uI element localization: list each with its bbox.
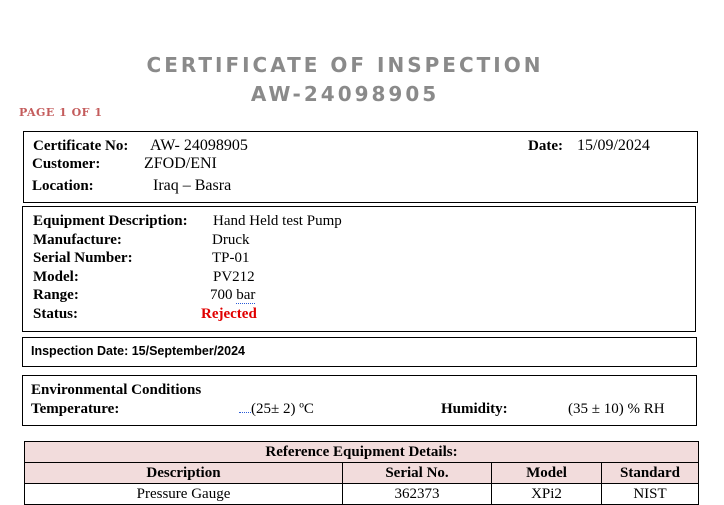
serial-number-label: Serial Number: — [33, 250, 133, 266]
manufacture-label: Manufacture: — [33, 232, 122, 248]
range-label: Range: — [33, 287, 79, 303]
environment-box — [22, 375, 697, 426]
column-header-description: Description — [25, 463, 343, 484]
serial-number-value: TP-01 — [212, 250, 250, 266]
model-value: PV212 — [213, 269, 255, 285]
cert-no-label: Certificate No: — [33, 138, 129, 154]
status-label: Status: — [33, 306, 79, 322]
temperature-label: Temperature: — [31, 401, 120, 417]
cell-description: Pressure Gauge — [25, 484, 343, 505]
humidity-label: Humidity: — [441, 401, 508, 417]
reference-table-header-row — [25, 463, 699, 484]
environment-heading: Environmental Conditions — [31, 382, 202, 398]
cert-no-value: AW- 24098905 — [150, 137, 248, 154]
customer-value: ZFOD/ENI — [144, 155, 217, 172]
temperature-text: (25± 2) ºC — [251, 401, 314, 417]
manufacture-value: Druck — [212, 232, 250, 248]
column-header-serial: Serial No. — [343, 463, 492, 484]
model-label: Model: — [33, 269, 79, 285]
table-row — [25, 484, 699, 505]
date-label: Date: — [528, 138, 563, 154]
location-label: Location: — [32, 178, 94, 194]
status-value: Rejected — [201, 306, 257, 322]
range-value — [210, 287, 255, 304]
cell-model: XPi2 — [492, 484, 602, 505]
cell-standard: NIST — [602, 484, 699, 505]
equipment-description-label: Equipment Description: — [33, 213, 188, 229]
humidity-value: (35 ± 10) % RH — [568, 401, 665, 417]
equipment-info-box — [22, 206, 696, 332]
location-value: Iraq – Basra — [153, 177, 232, 194]
customer-label: Customer: — [32, 156, 101, 172]
range-unit: bar — [236, 287, 256, 303]
equipment-description-value: Hand Held test Pump — [213, 213, 342, 229]
range-number: 700 — [210, 287, 233, 303]
date-value: 15/09/2024 — [577, 137, 650, 154]
inspection-date-text: Inspection Date: 15/September/2024 — [31, 344, 245, 358]
page-number-label: PAGE 1 OF 1 — [19, 106, 103, 119]
column-header-model: Model — [492, 463, 602, 484]
temperature-marker — [239, 412, 251, 413]
reference-table-title: Reference Equipment Details: — [25, 442, 699, 463]
temperature-value — [239, 401, 314, 418]
certificate-info-box — [23, 131, 698, 203]
reference-equipment-table — [24, 441, 699, 505]
certificate-code-title: AW-24098905 — [250, 82, 440, 106]
cell-serial: 362373 — [343, 484, 492, 505]
certificate-title: CERTIFICATE OF INSPECTION — [146, 53, 544, 77]
inspection-date-box — [22, 337, 697, 367]
column-header-standard: Standard — [602, 463, 699, 484]
reference-table-title-row — [25, 442, 699, 463]
